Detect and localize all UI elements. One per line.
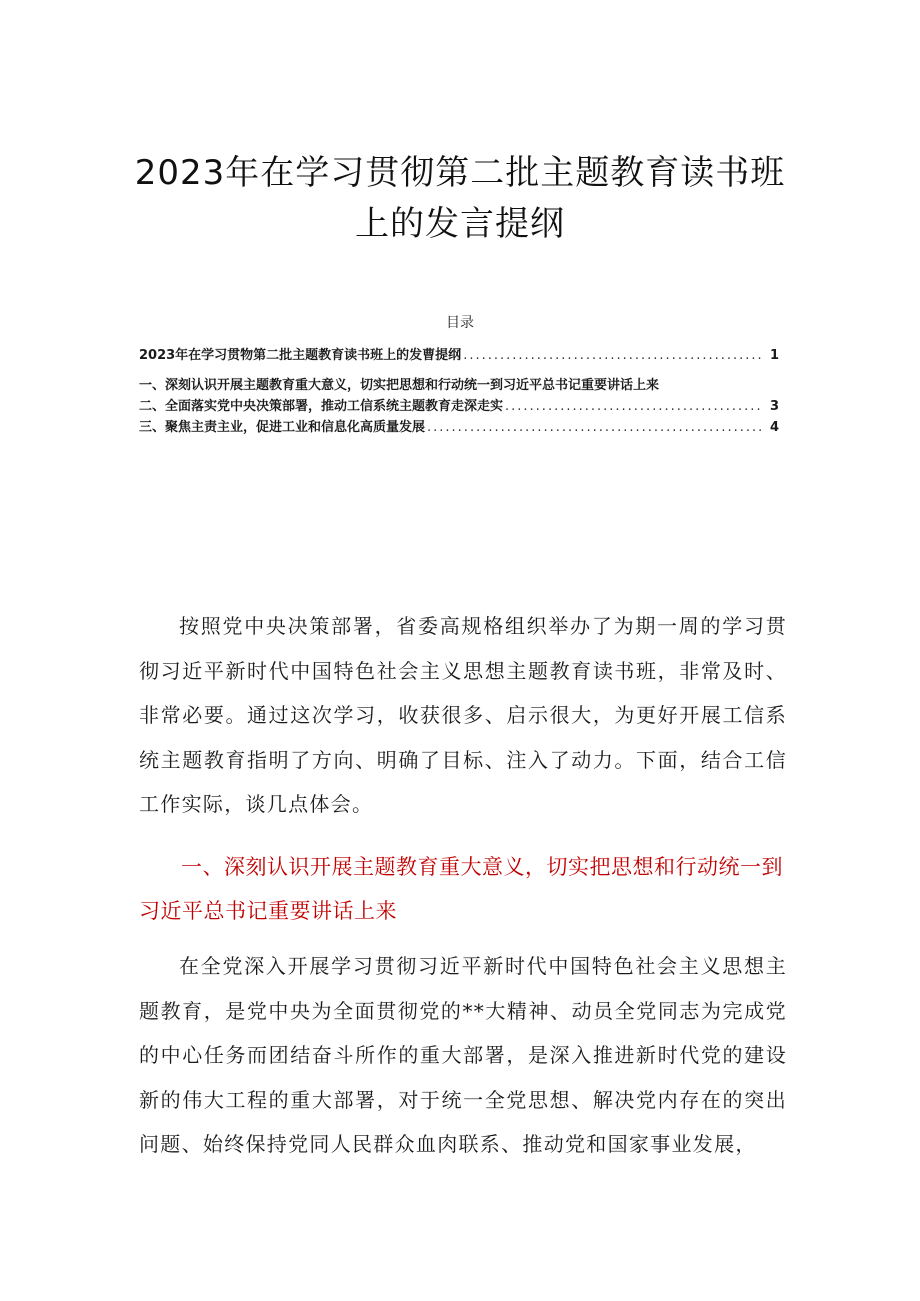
section-1-paragraph: 在全党深入开展学习贯彻习近平新时代中国特色社会主义思想主题教育，是党中央为全面贯彻党的**大精神、动员全党同志为完成党的中心任务而团结奋斗所作的重大部署，是深入推进新时代党的建设新的伟大工程的重大部署，对于统一全党思想、解决党内存在的突出问题、始终保持党同人民群众血肉联系、推动党和国家事业发展，: [139, 954, 787, 1156]
toc-entry-text: 一、深刻认识开展主题教育重大意义，切实把思想和行动统一到习近平总书记重要讲话上来: [139, 378, 660, 393]
toc-leader-dots: [463, 345, 763, 366]
toc-entry-page: 4: [769, 420, 779, 435]
toc-heading: 目录: [446, 315, 474, 331]
toc-entry[interactable]: [139, 375, 779, 396]
toc-entry[interactable]: [139, 345, 779, 366]
toc-entry-text: 二、全面落实党中央决策部署，推动工信系统主题教育走深走实: [139, 399, 504, 414]
toc-leader-dots: [427, 417, 763, 438]
document-title-line-2: 上的发言提纲: [355, 204, 565, 244]
table-of-contents: [139, 345, 779, 438]
toc-entry[interactable]: [139, 396, 779, 417]
intro-paragraph: 按照党中央决策部署，省委高规格组织举办了为期一周的学习贯彻习近平新时代中国特色社会主义思想主题教育读书班，非常及时、非常必要。通过这次学习，收获很多、启示很大，为更好开展工信系统主题教育指明了方向、明确了目标、注入了动力。下面，结合工信工作实际，谈几点体会。: [139, 614, 787, 816]
toc-leader-dots: [505, 396, 763, 417]
toc-entry-page: 3: [769, 399, 779, 414]
toc-entry-text: 三、聚焦主责主业，促进工业和信息化高质量发展: [139, 420, 426, 435]
toc-entry[interactable]: [139, 417, 779, 438]
section-1-heading: 一、深刻认识开展主题教育重大意义，切实把思想和行动统一到习近平总书记重要讲话上来: [139, 855, 783, 923]
toc-entry-page: 1: [769, 348, 779, 363]
document-title-line-1: 2023年在学习贯彻第二批主题教育读书班: [134, 153, 786, 193]
toc-entry-text: 2023年在学习贯物第二批主题教育读书班上的发曹提纲: [139, 348, 462, 363]
